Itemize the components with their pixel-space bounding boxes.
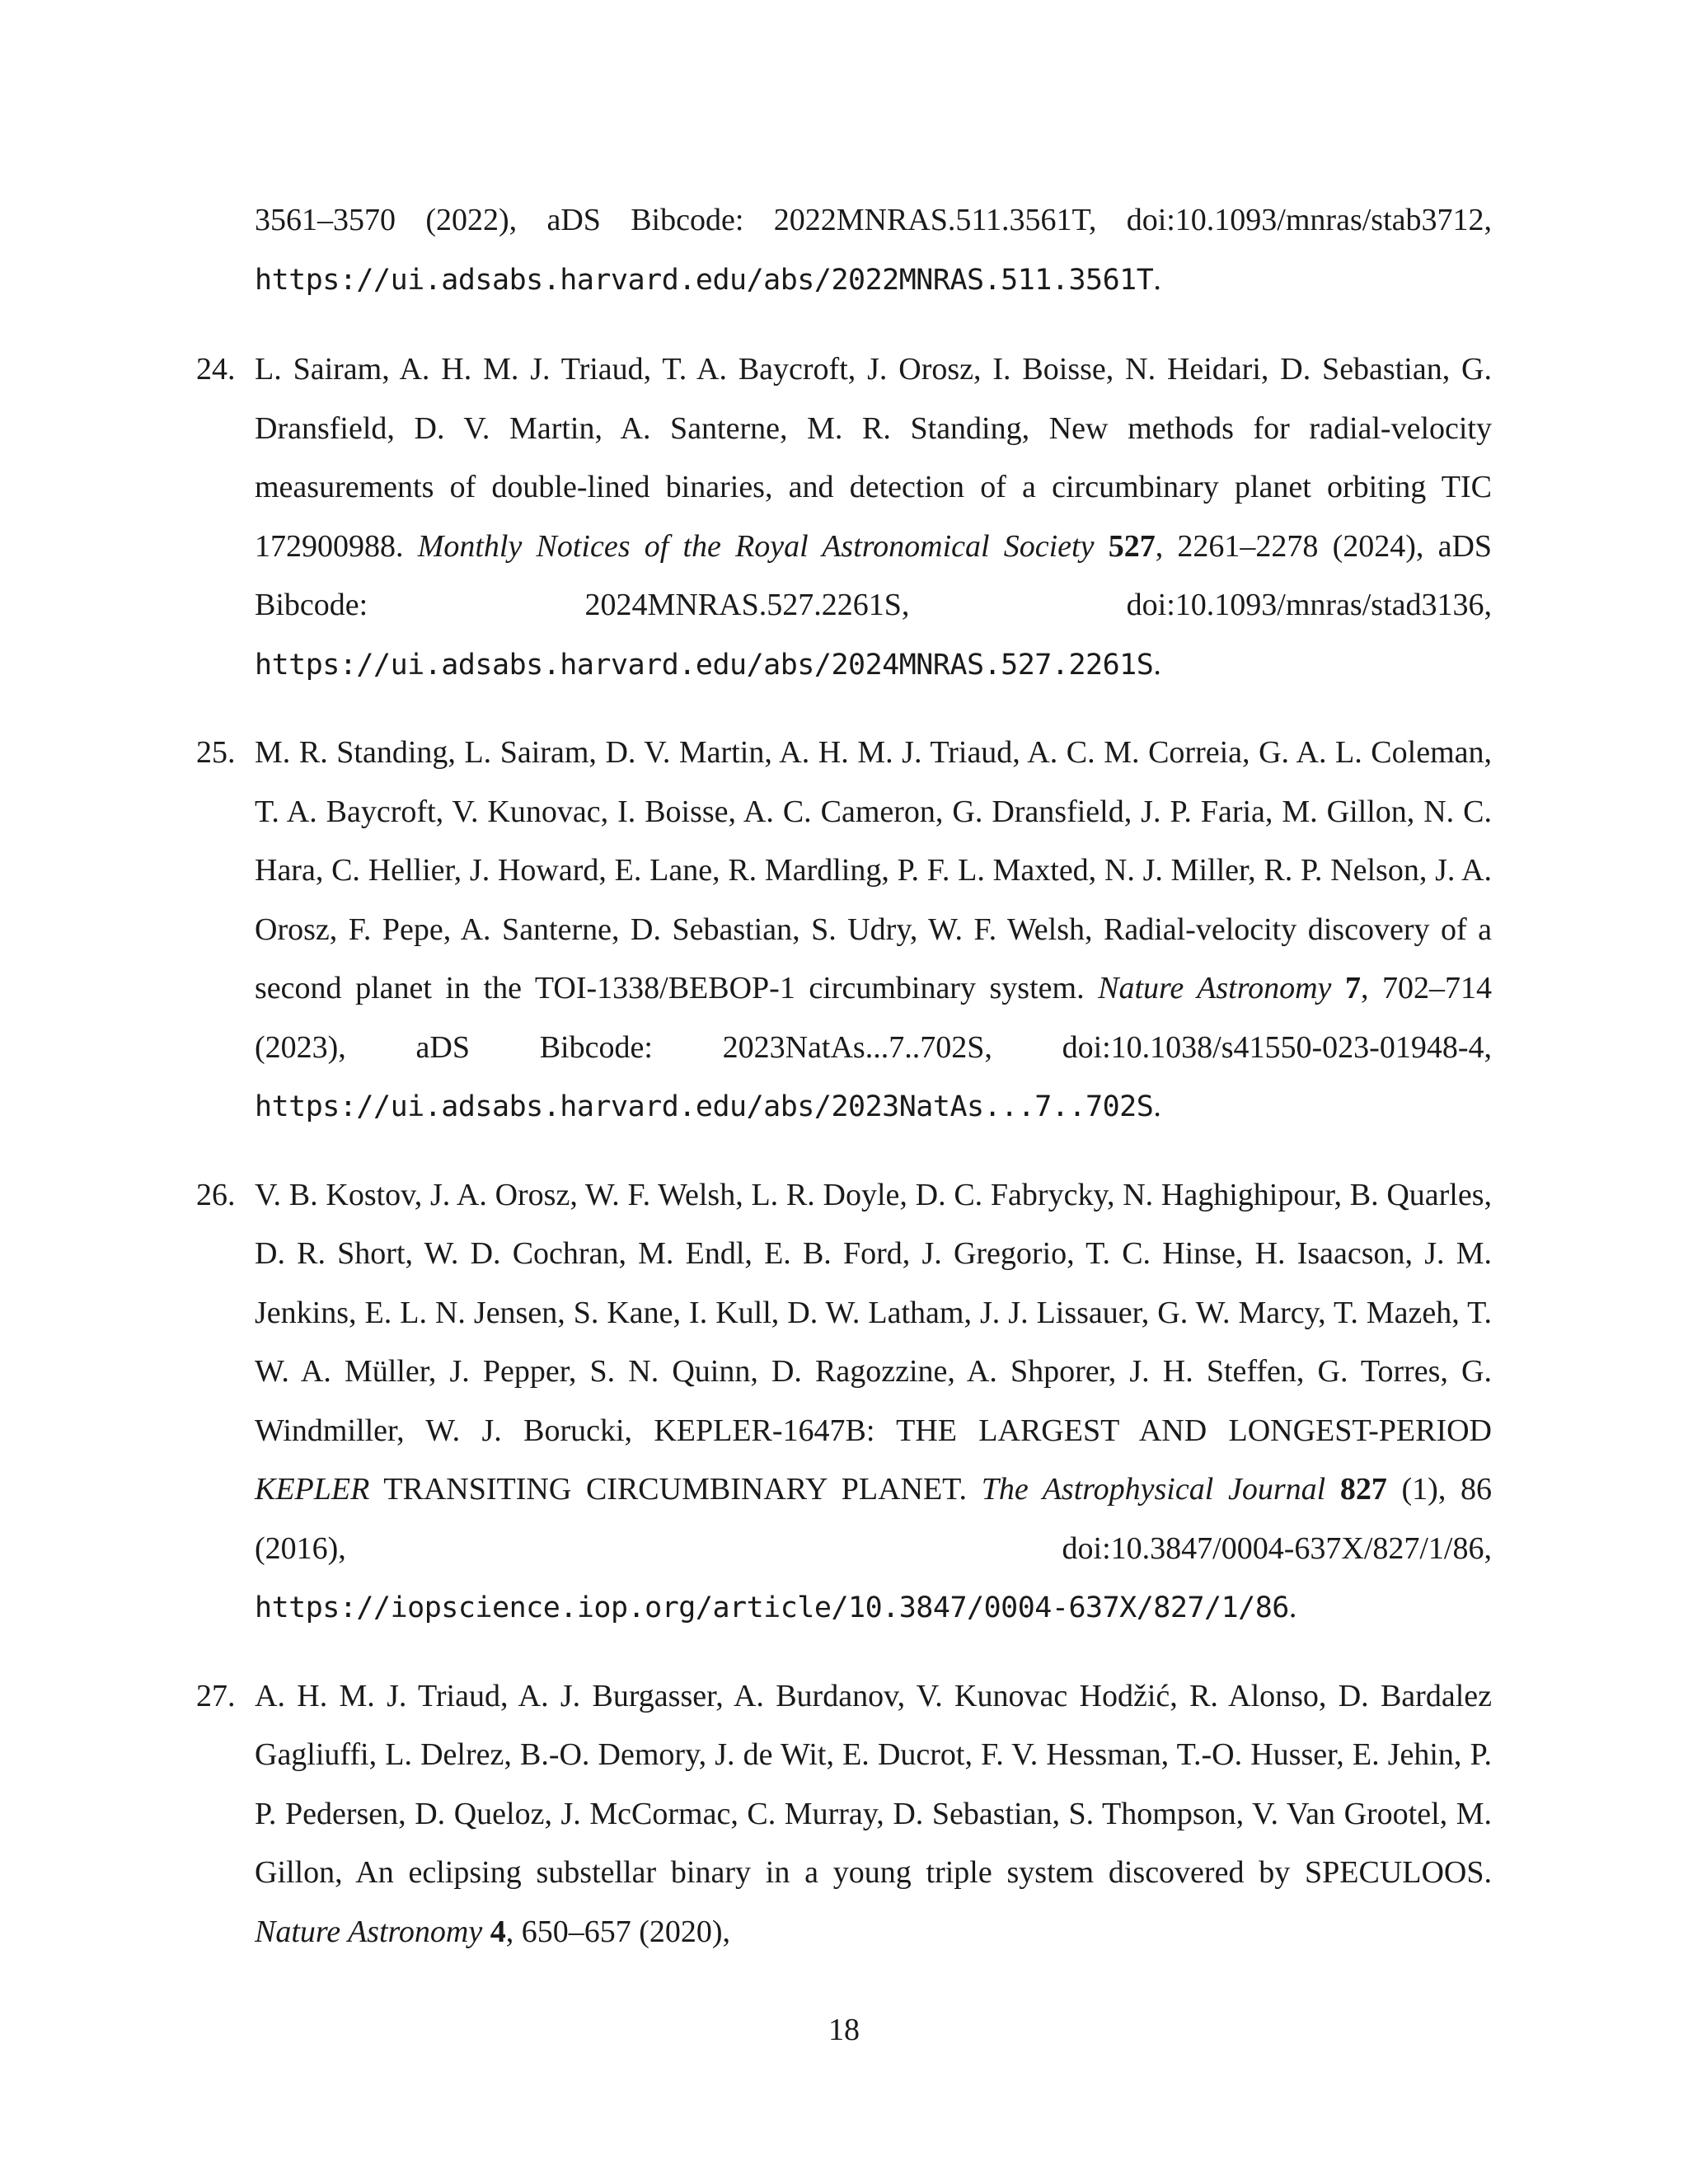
ref-part: , 650–657 (2020),: [505, 1914, 731, 1949]
reference-24: [196, 340, 1492, 695]
ref-part: V. B. Kostov, J. A. Orosz, W. F. Welsh, L. R. Doyle, D. C. Fabrycky, N. Haghighipour, B. Quarles, D. R. Short, W. D. Cochran, M. Endl, E. B. Ford, J. Gregorio, T. C. Hinse, H. Isaacson, J. M. Jenkins, E. L. N. Jensen, S. Kane, I. Kull, D. W. Latham, J. J. Lissauer, G. W. Marcy, T. Mazeh, T. W. A. Müller, J. Pepper, S. N. Quinn, D. Ragozzine, A. Shporer, J. H. Steffen, G. Torres, G. Windmiller, W. J. Borucki, KEPLER-1647B: THE LARGEST AND LONGEST-PERIOD: [255, 1177, 1492, 1448]
volume-number: 4: [490, 1914, 506, 1949]
ref-part: , 2261–2278 (2024), aDS Bibcode: 2024MNRAS.527.2261S, doi:10.1093/mnras/stad3136,: [255, 528, 1493, 622]
ref-part: , 702–714 (2023), aDS Bibcode: 2023NatAs...7..702S, doi:10.1038/s41550-023-01948-4,: [255, 971, 1493, 1065]
reference-link[interactable]: https://ui.adsabs.harvard.edu/abs/2022MNRAS.511.3561T: [255, 263, 1154, 297]
ref-part: .: [1153, 261, 1161, 297]
ref-part: [1331, 971, 1345, 1005]
ref-part: A. H. M. J. Triaud, A. J. Burgasser, A. Burdanov, V. Kunovac Hodžić, R. Alonso, D. Bardalez Gagliuffi, L. Delrez, B.-O. Demory, J. de Wit, E. Ducrot, F. V. Hessman, T.-O. Husser, E. Jehin, P. P. Pedersen, D. Queloz, J. McCormac, C. Murray, D. Sebastian, S. Thompson, V. Van Grootel, M. Gillon, An eclipsing substellar binary in a young triple system discovered by SPECULOOS.: [255, 1678, 1492, 1890]
reference-link[interactable]: https://iopscience.iop.org/article/10.3847/0004-637X/827/1/86: [255, 1591, 1289, 1624]
reference-25: [196, 724, 1492, 1137]
journal-name: The Astrophysical Journal: [981, 1472, 1326, 1507]
ref-part: L. Sairam, A. H. M. J. Triaud, T. A. Baycroft, J. Orosz, I. Boisse, N. Heidari, D. Sebastian, G. Dransfield, D. V. Martin, A. Santerne, M. R. Standing, New methods for radial-velocity measurements of double-lined binaries, and detection of a circumbinary planet orbiting TIC 172900988.: [255, 352, 1492, 564]
ref-part: .: [1153, 1089, 1161, 1123]
reference-number: 24.: [196, 352, 236, 387]
reference-link[interactable]: https://ui.adsabs.harvard.edu/abs/2023NatAs...7..702S: [255, 1090, 1154, 1123]
reference-number: 27.: [196, 1678, 236, 1713]
page-number: 18: [828, 2013, 860, 2047]
journal-name: Nature Astronomy: [255, 1914, 483, 1949]
reference-link[interactable]: https://ui.adsabs.harvard.edu/abs/2024MNRAS.527.2261S: [255, 648, 1154, 682]
reference-list: [196, 191, 1492, 1990]
reference-number: 26.: [196, 1177, 236, 1212]
ref-part: [482, 1915, 490, 1949]
ref-part: (1), 86 (2016), doi:10.3847/0004-637X/827/1/86,: [255, 1472, 1492, 1566]
volume-number: 527: [1108, 528, 1156, 564]
volume-number: 7: [1344, 971, 1361, 1005]
ref-part: M. R. Standing, L. Sairam, D. V. Martin, A. H. M. J. Triaud, A. C. M. Correia, G. A. L. Coleman, T. A. Baycroft, V. Kunovac, I. Boisse, A. C. Cameron, G. Dransfield, J. P. Faria, M. Gillon, N. C. Hara, C. Hellier, J. Howard, E. Lane, R. Mardling, P. F. L. Maxted, N. J. Miller, R. P. Nelson, J. A. Orosz, F. Pepe, A. Santerne, D. Sebastian, S. Udry, W. F. Welsh, Radial-velocity discovery of a second planet in the TOI-1338/BEBOP-1 circumbinary system.: [255, 735, 1492, 1005]
italic-kepler: KEPLER: [255, 1472, 370, 1507]
reference-number: 25.: [196, 735, 236, 770]
reference-26: [196, 1166, 1492, 1638]
journal-name: Nature Astronomy: [1098, 971, 1332, 1005]
ref-part: TRANSITING CIRCUMBINARY PLANET.: [369, 1472, 982, 1507]
ref-part: [1094, 529, 1108, 564]
ref-part: .: [1288, 1590, 1297, 1624]
ref-part: .: [1153, 646, 1161, 682]
reference-27: [196, 1667, 1492, 1962]
ref-part: [1325, 1472, 1340, 1507]
ref-part: 3561–3570 (2022), aDS Bibcode: 2022MNRAS.511.3561T, doi:10.1093/mnras/stab3712,: [255, 203, 1492, 237]
journal-name: Monthly Notices of the Royal Astronomical Society: [417, 528, 1095, 564]
volume-number: 827: [1339, 1472, 1387, 1507]
reference-continued: [196, 191, 1492, 310]
